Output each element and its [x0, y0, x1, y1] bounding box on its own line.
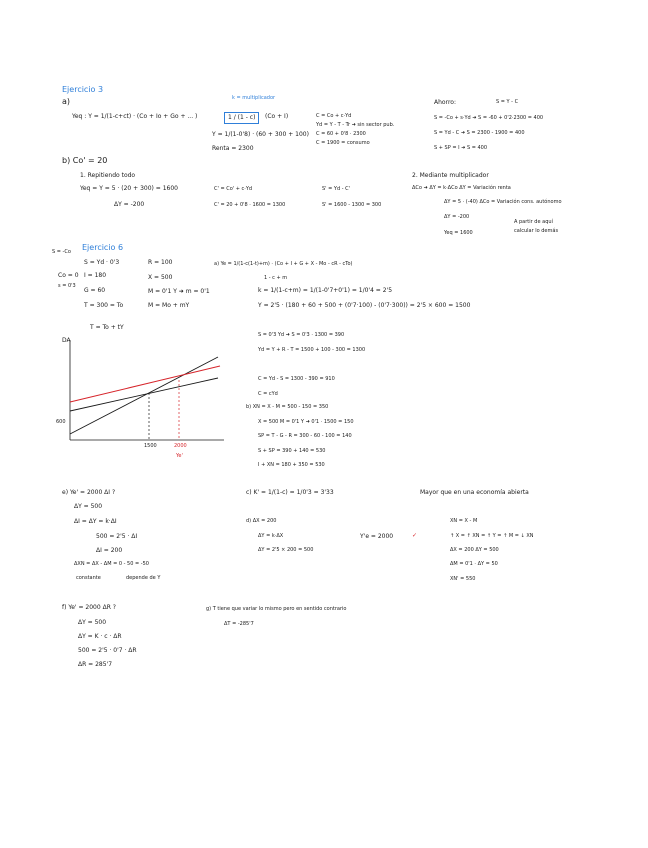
- ej6-b-line-1: b) XN = X - M = 500 - 150 = 350: [246, 404, 329, 410]
- ej6-b-line-2: X = 500 M = 0'1 Y ➜ 0'1 · 1500 = 150: [258, 419, 354, 425]
- ej3-b1-line-1: Yeq = Y = 5 · (20 + 300) = 1600: [80, 185, 178, 192]
- ej3-c-line-2: Yd = Y - T - Tr ➜ sin sector pub.: [316, 122, 395, 128]
- graph-da-line: [70, 378, 218, 411]
- ej3-b1-s: S' = Yd - C': [322, 186, 350, 192]
- ej6-c-eq2: C = cYd: [258, 391, 278, 397]
- ej6-y-eq: Y = 2'5 · (180 + 60 + 500 + (0'7·100) - (0'7·300)) = 2'5 × 600 = 1500: [258, 302, 471, 309]
- ej3-b1-c: C' = Co' + c·Yd: [214, 186, 253, 192]
- ej3-yeq: Yeq : Y = 1/(1-c+ct) · (Co + Io + Go + ... ): [72, 113, 198, 120]
- ej3-part-a: a): [62, 97, 71, 106]
- ej6-param-3: I = 180: [84, 272, 107, 279]
- ej3-mult-eq: (Co + I): [265, 113, 289, 120]
- ej6-b-line-5: I + XN = 180 + 350 = 530: [258, 462, 325, 468]
- ej3-title: Ejercicio 3: [62, 85, 104, 94]
- ej6-e-line-1: e) Ye' = 2000 ΔI ?: [62, 489, 116, 496]
- graph-da-red-line: [70, 366, 220, 402]
- ej3-b1-line-2: ΔY = -200: [114, 201, 145, 208]
- ej6-param-4: G = 60: [84, 287, 106, 294]
- ej6-title: Ejercicio 6: [82, 243, 124, 252]
- ej6-param-mid-2: X = 500: [148, 274, 173, 281]
- ej3-ahorro-line-1: S = -Co + s·Yd ➜ S = -60 + 0'2·2300 = 400: [434, 115, 544, 121]
- ej6-d-right-5: XN' = 550: [450, 576, 476, 582]
- ej3-c-line-1: C = Co + c·Yd: [316, 113, 352, 119]
- ej3-b1-s2: S' = 1600 - 1300 = 300: [322, 202, 382, 208]
- ej6-e-line-4: 500 = 2'5 · ΔI: [96, 533, 138, 540]
- ej6-d-right-3: ΔX = 200 ΔY = 500: [450, 547, 499, 553]
- ej6-e-line-6: ΔXN = ΔX - ΔM = 0 - 50 = -50: [74, 561, 149, 567]
- ej6-a-eq: a) Ye = 1/(1-c(1-t)+m) · (Co + I + G + X - Mo - cR - cTo): [214, 261, 353, 267]
- ej3-c-line-3: C = 60 + 0'8 · 2300: [316, 131, 366, 137]
- ej6-a-den: 1 - c + m: [264, 275, 288, 281]
- ej3-b1-c2: C' = 20 + 0'8 · 1600 = 1300: [214, 202, 286, 208]
- ej6-d-right-4: ΔM = 0'1 · ΔY = 50: [450, 561, 498, 567]
- ej3-b1-title: 1. Repitiendo todo: [80, 172, 136, 179]
- graph-y-axis-label: DA: [62, 337, 71, 344]
- ej6-f-line-3: ΔY = K · c · ΔR: [78, 633, 122, 640]
- ej3-ahorro-title: Ahorro:: [434, 99, 456, 106]
- ej6-param-mid-4: M = Mo + mY: [148, 302, 190, 309]
- ej6-param-2: Co = 0: [58, 272, 79, 279]
- ej6-d-line-3: ΔY = 2'5 × 200 = 500: [258, 547, 314, 553]
- ej6-c-part: c) K' = 1/(1-c) = 1/0'3 = 3'33: [246, 489, 334, 496]
- ej3-ahorro-line-3: S + SP = I ➜ S = 400: [434, 145, 488, 151]
- ej6-c-part-note: Mayor que en una economía abierta: [420, 489, 529, 496]
- ej6-d-ye: Y'e = 2000: [360, 533, 394, 540]
- ej6-e-note-constante: constante: [76, 575, 101, 581]
- ej6-g-line-1: g) T tiene que variar lo mismo pero en sentido contrario: [206, 606, 347, 612]
- ej6-yd-eq: Yd = Y + R - T = 1500 + 100 - 300 = 1300: [258, 347, 366, 353]
- ej6-f-line-2: ΔY = 500: [78, 619, 107, 626]
- graph-45-line: [70, 357, 218, 434]
- ej6-d-line-2: ΔY = k·ΔX: [258, 533, 284, 539]
- graph-y-tick: 600: [56, 419, 66, 425]
- ej6-c-eq: C = Yd - S = 1300 - 390 = 910: [258, 376, 335, 382]
- ej6-d-line-1: d) ΔX = 200: [246, 518, 277, 524]
- ej6-d-ye-check: ✓: [412, 532, 418, 539]
- ej3-b2-title: 2. Mediante multiplicador: [412, 172, 489, 179]
- ej3-renta: Renta = 2300: [212, 145, 254, 152]
- ej6-b-line-4: S + SP = 390 + 140 = 530: [258, 448, 326, 454]
- ej6-s-eq: S = 0'3 Yd ➜ S = 0'3 · 1300 = 390: [258, 332, 345, 338]
- ej3-ahorro-line-2: S = Yd - C ➜ S = 2300 - 1900 = 400: [434, 130, 525, 136]
- ej3-b2-line-4: Yeq = 1600: [444, 230, 473, 236]
- ej6-e-line-2: ΔY = 500: [74, 503, 103, 510]
- ej6-k-eq: k = 1/(1-c+m) = 1/(1-0'7+0'1) = 1/0'4 = 2'5: [258, 287, 393, 294]
- graph-x-tick-2000-label: Ye': [176, 453, 183, 459]
- ej3-k-label: k = multiplicador: [232, 95, 276, 101]
- ej3-part-b: b) Co' = 20: [62, 156, 108, 165]
- ej6-param-mid-3: M = 0'1 Y ➜ m = 0'1: [148, 288, 210, 295]
- ej6-d-right-2: ↑ X = ↑ XN = ↑ Y = ↑ M = ↓ XN: [450, 533, 534, 539]
- ej6-s-note: S = -Co: [52, 249, 71, 255]
- ej6-e-line-5: ΔI = 200: [96, 547, 123, 554]
- ej6-param-5: T = 300 = To: [84, 302, 124, 309]
- ej3-c-line-4: C = 1900 = consumo: [316, 140, 370, 146]
- ej6-f-line-5: ΔR = 285'7: [78, 661, 113, 668]
- ej6-f-line-4: 500 = 2'5 · 0'7 · ΔR: [78, 647, 137, 654]
- ej6-param-6: T = To + tY: [90, 324, 124, 331]
- ej6-e-note-depende: depende de Y: [126, 575, 161, 581]
- ej6-f-line-1: f) Ye' = 2000 ΔR ?: [62, 604, 116, 611]
- ej3-ahorro-s: S = Y - C: [496, 99, 519, 105]
- ej6-g-line-2: ΔT = -285'7: [224, 621, 254, 627]
- ej6-s-note2: s = 0'3: [58, 283, 76, 289]
- graph-x-tick-1500: 1500: [144, 443, 157, 449]
- ej6-e-line-3: ΔI = ΔY = k·ΔI: [74, 518, 117, 525]
- ej6-param-1: S = Yd · 0'3: [84, 259, 120, 266]
- ej3-b2-line-3: ΔY = -200: [444, 214, 470, 220]
- ej3-multiplier-box: 1 / (1 - c): [224, 112, 259, 124]
- ej3-b2-line-2: ΔY = 5 · (-40) ΔCo = Variación cons. autónomo: [444, 199, 562, 205]
- ej6-param-mid-1: R = 100: [148, 259, 173, 266]
- graph-x-tick-2000: 2000: [174, 443, 187, 449]
- ej3-b2-line-1: ΔCo ➜ ΔY = k·ΔCo ΔY = Variación renta: [412, 185, 511, 191]
- ej6-d-right-1: XN = X - M: [450, 518, 478, 524]
- ej6-b-line-3: SP = T - G - R = 300 - 60 - 100 = 140: [258, 433, 352, 439]
- ej3-b2-note: A partir de aquí calcular lo demás: [514, 219, 559, 234]
- ej3-y-fraction: Y = 1/(1-0'8) · (60 + 300 + 100): [212, 131, 309, 138]
